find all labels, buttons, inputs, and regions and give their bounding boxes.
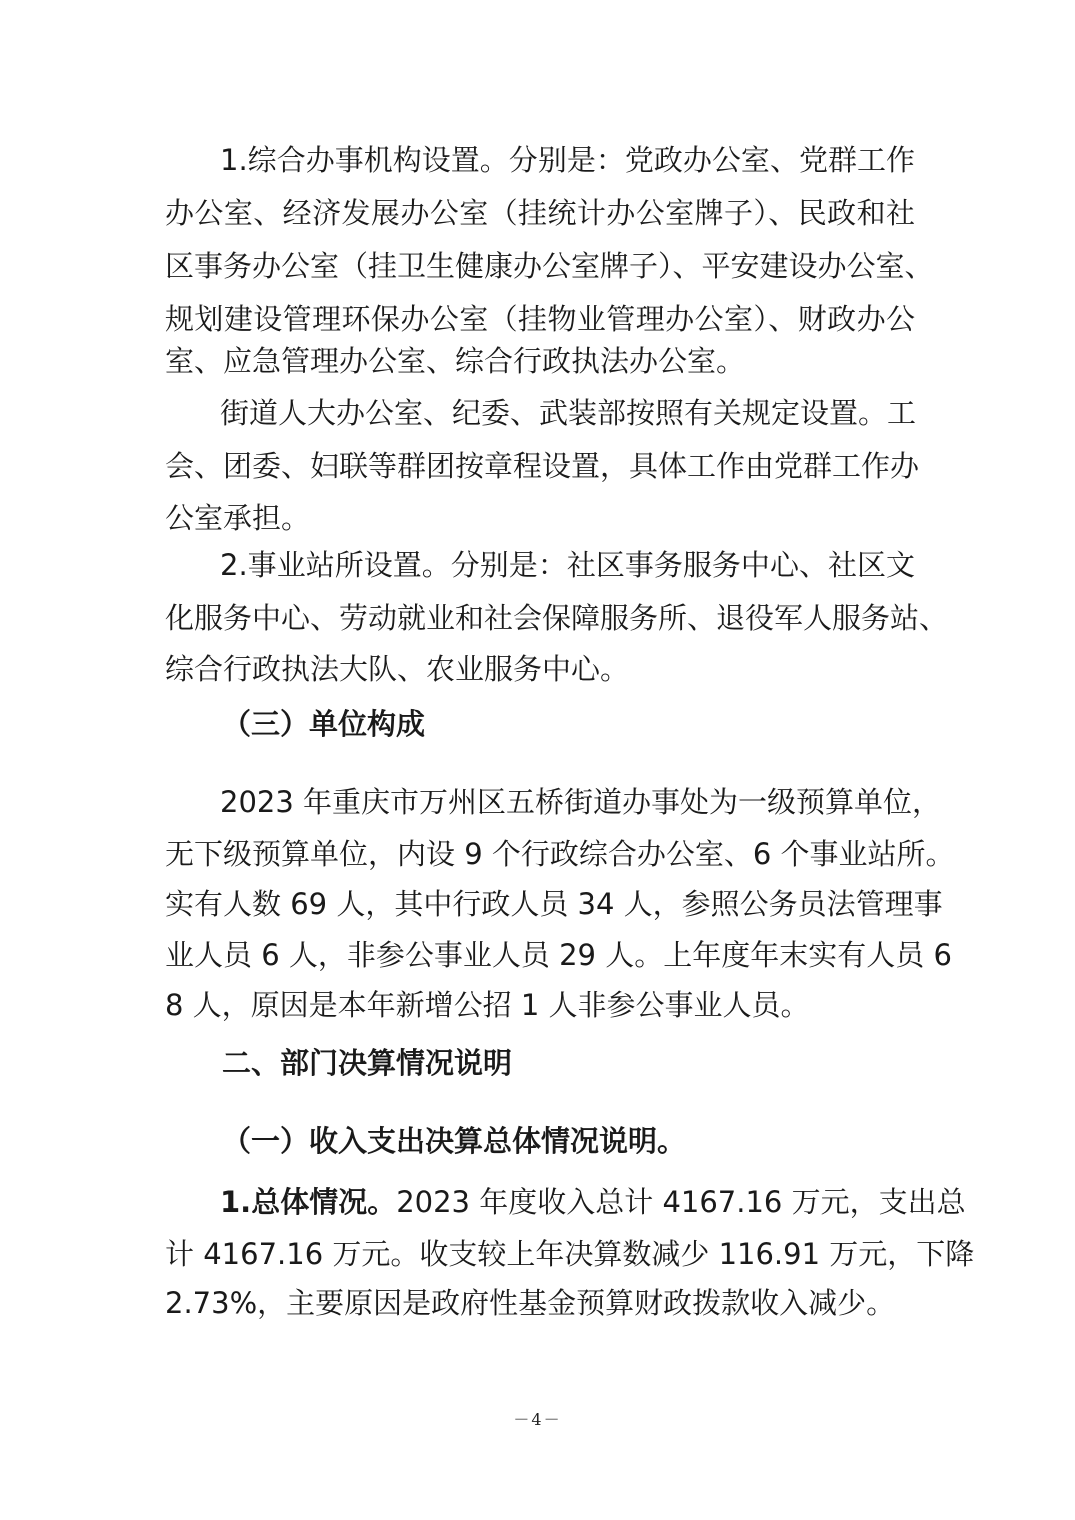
paragraph-line: 2.事业站所设置。分别是：社区事务服务中心、社区文 (220, 548, 915, 582)
subsection-heading: （一）收入支出决算总体情况说明。 (222, 1124, 687, 1158)
paragraph-line: 8 人，原因是本年新增公招 1 人非参公事业人员。 (165, 988, 810, 1022)
paragraph-line: 规划建设管理环保办公室（挂物业管理办公室）、财政办公 (165, 302, 915, 336)
chapter-heading: 二、部门决算情况说明 (222, 1046, 513, 1080)
paragraph-line: 公室承担。 (165, 501, 311, 535)
lead-in-text: 1.总体情况。 (220, 1185, 397, 1219)
paragraph-line: 1.综合办事机构设置。分别是：党政办公室、党群工作 (220, 143, 915, 177)
section-heading: （三）单位构成 (222, 707, 426, 741)
paragraph-line (220, 1182, 966, 1222)
paragraph-line: 办公室、经济发展办公室（挂统计办公室牌子）、民政和社 (165, 196, 915, 230)
paragraph-line: 区事务办公室（挂卫生健康办公室牌子）、平安建设办公室、 (165, 249, 934, 283)
paragraph-line: 街道人大办公室、纪委、武装部按照有关规定设置。工 (220, 396, 917, 430)
paragraph-line: 会、团委、妇联等群团按章程设置，具体工作由党群工作办 (165, 449, 920, 483)
paragraph-line: 计 4167.16 万元。收支较上年决算数减少 116.91 万元，下降 (165, 1237, 975, 1271)
paragraph-text: 2023 年度收入总计 4167.16 万元，支出总 (396, 1185, 966, 1219)
paragraph-line: 化服务中心、劳动就业和社会保障服务所、退役军人服务站、 (165, 601, 949, 635)
page-number: －4－ (513, 1410, 562, 1429)
paragraph-line: 实有人数 69 人，其中行政人员 34 人，参照公务员法管理事 (165, 887, 943, 921)
paragraph-line: 2023 年重庆市万州区五桥街道办事处为一级预算单位， (220, 785, 942, 819)
paragraph-line: 综合行政执法大队、农业服务中心。 (165, 652, 630, 686)
paragraph-line: 无下级预算单位，内设 9 个行政综合办公室、6 个事业站所。 (165, 837, 955, 871)
paragraph-line: 2.73%，主要原因是政府性基金预算财政拨款收入减少。 (165, 1286, 896, 1320)
paragraph-line: 室、应急管理办公室、综合行政执法办公室。 (165, 344, 746, 378)
paragraph-line: 业人员 6 人，非参公事业人员 29 人。上年度年末实有人员 6 (165, 938, 952, 972)
